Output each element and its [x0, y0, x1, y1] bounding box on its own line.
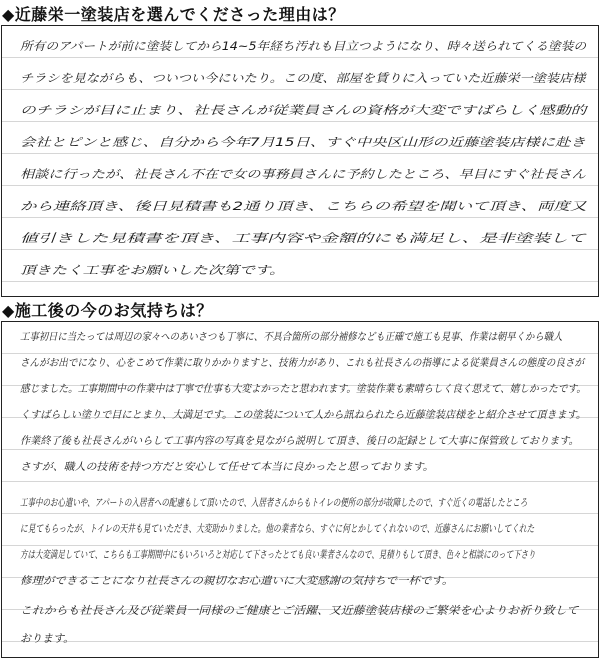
feelings-line-8: に見てもらったが、トイレの天井も見ていただき、大変助かりました。他の業者なら、すぐに何とかしてくれないので、近藤さんにお願いしてくれた: [20, 523, 535, 535]
reason-line-7: 値引きした見積書を頂き、工事内容や金額的にも満足し、是非塗装して: [20, 231, 586, 245]
reason-line-2: チラシを見ながらも、ついつい今にいたり。この度、部屋を賃りに入っていた近藤栄一塗装店様: [20, 71, 586, 85]
reason-answer-box: [1, 25, 599, 297]
feelings-line-3: 感じました。工事期間中の作業中は丁寧で仕事も大変よかったと思われます。塗装作業も素晴らしく良く思えて、嬉しかったです。: [20, 383, 586, 395]
feelings-line-10: 修理ができることになり社長さんの親切なお心遣いに大変感謝の気持ちで一杯です。: [20, 575, 454, 587]
reason-line-3: のチラシが目に止まり、社長さんが従業員さんの資格が大変ですばらしく感動的: [20, 103, 587, 117]
feelings-line-5: 作業終了後も社長さんがいらして工事内容の写真を見ながら説明して頂き、後日の記録として大事に保管致しております。: [20, 435, 579, 447]
feelings-line-7: 工事中のお心遣いや、アパートの入居者への配慮もして頂いたので、入居者さんからもトイレの便所の部分が故障したので、すぐ近くの電話したところ: [20, 497, 528, 509]
feelings-line-6: さすが、職人の技術を持つ方だと安心して任せて本当に良かったと思っております。: [20, 461, 434, 473]
feelings-line-4: くすばらしい塗りで目にとまり、大満足です。この塗装について人から訊ねられたら近藤塗装店様をと紹介させて頂きます。: [20, 409, 587, 421]
feelings-line-1: 工事初日に当たっては周辺の家々へのあいさつも丁寧に、不具合箇所の部分補修なども正確で施工も見事、作業は朝早くから職人: [20, 331, 563, 343]
reason-line-5: 相談に行ったが、社長さん不在で女の事務員さんに予約したところ、早目にすぐ社長さん: [20, 167, 586, 181]
reason-line-1: 所有のアパートが前に塗装してから14~5年経ち汚れも目立つようになり、時々送られてくる塗装の: [20, 39, 587, 53]
reason-line-4: 会社とピンと感じ、自分から今年7月15日、すぐ中央区山形の近藤塗装店様に赴き: [20, 135, 586, 149]
feelings-line-2: さんがお出でになり、心をこめて作業に取りかかりますと、技術力があり、これも社長さんの指導による従業員さんの態度の良さが: [20, 357, 585, 369]
reason-section: [0, 0, 600, 296]
feelings-answer-box: [1, 321, 599, 658]
reason-line-6: から連絡頂き、後日見積書も2通り頂き、こちらの希望を聞いて頂き、両度又: [20, 199, 587, 213]
reason-line-8: 頂きたく工事をお願いした次第です。: [20, 263, 285, 277]
feelings-line-11: これからも社長さん及び従業員一同様のご健康とご活躍、又近藤塗装店様のご繁栄を心よりお祈り致して: [20, 604, 579, 617]
feelings-line-9: 方は大変満足していて、こちらも工事期間中にもいろいろと対応して下さったとても良い業者さんなので、見積りもして頂き、色々と相談にのって下さり: [20, 549, 536, 561]
feelings-question-title: ◆施工後の今のお気持ちは？: [2, 301, 213, 320]
feelings-line-12: おります。: [20, 632, 75, 645]
reason-question-title: ◆近藤栄一塗装店を選んでくださった理由は？: [2, 5, 345, 24]
feelings-section: [0, 296, 600, 658]
